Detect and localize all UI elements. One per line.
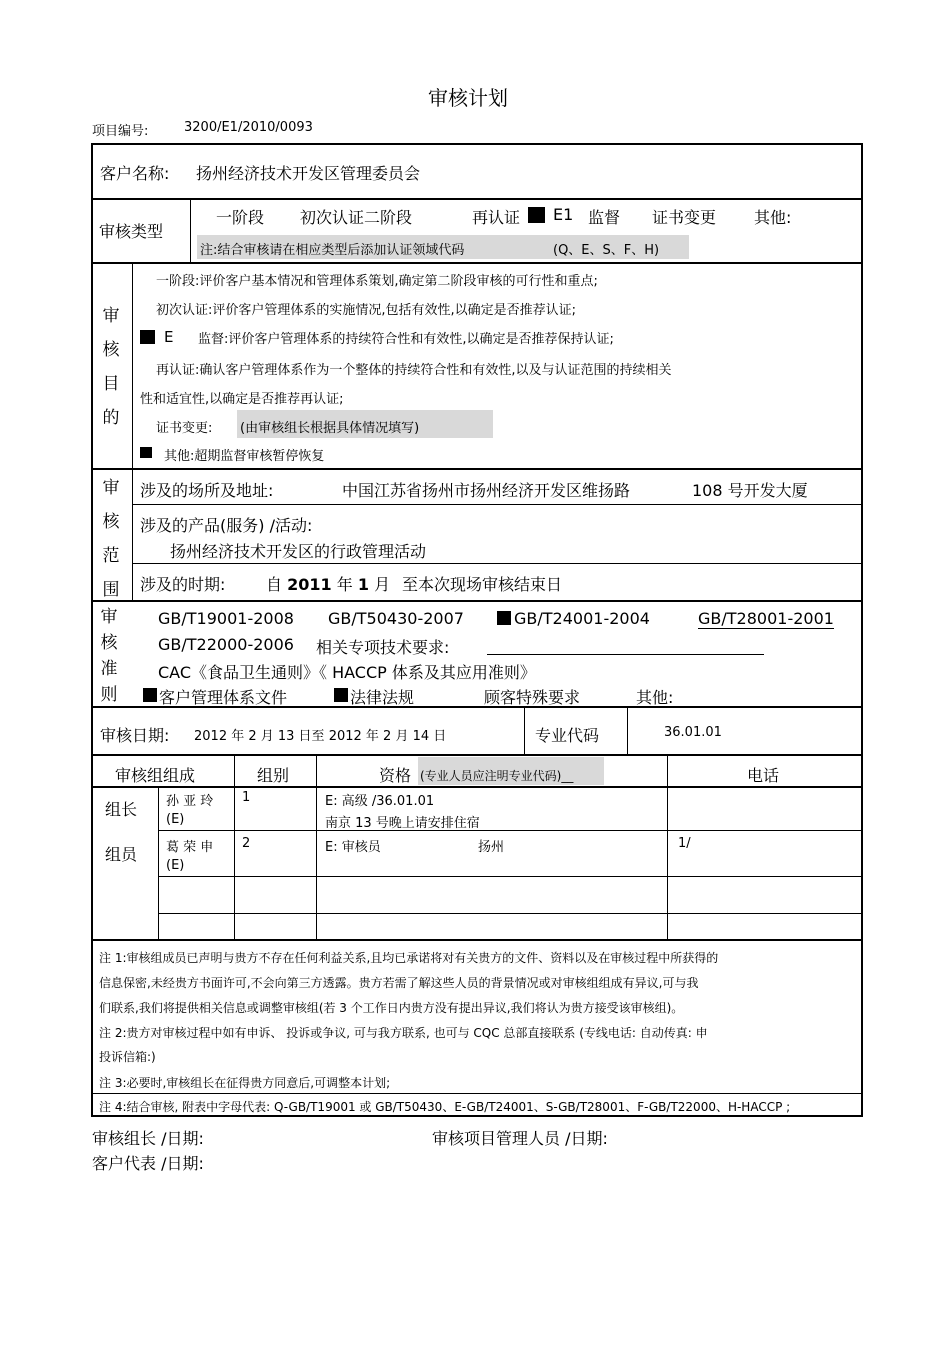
type-other: 其他: [754,208,792,227]
team-header-qual: 资格 [379,766,412,785]
scope-site-label: 涉及的场所及地址: [140,481,274,500]
type-recert: 再认证 [472,208,521,227]
note-2a: 注 2:贵方对审核过程中如有申诉、 投诉或争议, 可与我方联系, 也可与 CQC 总部直接联系 (专线电话: 自动传真: 申 [99,1026,708,1040]
note-2b: 投诉信箱:) [99,1050,156,1064]
team-row-qual: E: 高级 /36.01.01 [325,794,435,809]
criteria-std2: GB/T50430-2007 [328,609,464,628]
audit-type-note: 注:结合审核请在相应类型后添加认证领域代码 [200,243,465,258]
note-4: 注 4:结合审核, 附表中字母代表: Q-GB/T19001 或 GB/T50430、E-GB/T24001、S-GB/T28001、F-GB/T22000、H-HACCP ; [99,1100,791,1114]
criteria-std3: GB/T24001-2004 [514,609,650,628]
team-row-code: (E) [166,858,185,873]
purpose-recert-2: 性和适宜性,以确定是否推荐再认证; [140,392,344,407]
criteria-cac: CAC《食品卫生通则》《 HACCP 体系及其应用准则》 [158,663,536,682]
purpose-cert-change-value: (由审核组长根据具体情况填写) [240,421,420,436]
footer-manager-date: 审核项目管理人员 /日期: [432,1129,608,1148]
criteria-std5: GB/T22000-2006 [158,635,294,654]
team-header-group: 组别 [257,766,290,785]
audit-type-note-codes: (Q、E、S、F、H) [553,243,660,258]
related-underline [487,654,764,655]
team-row-group: 1 [242,790,251,805]
note-3: 注 3:必要时,审核组长在征得贵方同意后,可调整本计划; [99,1076,391,1090]
criteria-std4: GB/T28001-2001 [698,609,834,628]
checked-box-icon [528,207,545,223]
team-row-qual-note: 南京 13 号晚上请安排住宿 [325,816,480,831]
team-leader-label: 组长 [105,800,138,819]
page-title: 审核计划 [428,86,508,110]
dates-label: 审核日期: [100,726,170,745]
team-row-name: 葛 荣 申 [166,840,214,855]
team-header-composition: 审核组组成 [115,766,196,785]
team-row-name: 孙 亚 玲 [166,794,214,809]
type-surv-code: E1 [553,205,574,224]
spec-code-value: 36.01.01 [664,725,722,740]
scope-period-from: 自 2011 年 1 月 [266,575,391,594]
dates-value: 2012 年 2 月 13 日至 2012 年 2 月 14 日 [194,729,447,744]
criteria-std1: GB/T19001-2008 [158,609,294,628]
project-no: 3200/E1/2010/0093 [184,120,313,135]
type-initial: 初次认证二阶段 [300,208,413,227]
purpose-other: 其他:超期监督审核暂停恢复 [164,449,325,464]
team-row-qual: E: 审核员 [325,840,381,855]
project-no-label: 项目编号: [92,124,149,139]
scope-period-to: 至本次现场审核结束日 [402,575,563,594]
checked-box-icon [334,688,348,702]
team-header-qual-note: (专业人员应注明专业代码)__ [420,769,574,783]
note-1c: 们联系,我们将提供相关信息或调整审核组(若 3 个工作日内贵方没有提出异议,我们将认为贵方接受该审核组)。 [99,1001,684,1015]
criteria-related: 相关专项技术要求: [316,638,450,657]
team-row-group: 2 [242,836,251,851]
purpose-label: 审 核 目 的 [102,306,120,428]
team-member-label: 组员 [105,845,138,864]
purpose-cert-change-label: 证书变更: [156,421,213,436]
scope-product-value: 扬州经济技术开发区的行政管理活动 [170,542,427,561]
purpose-recert-1: 再认证:确认客户管理体系作为一个整体的持续符合性和有效性,以及与认证范围的持续相关 [156,363,672,378]
spec-code-label: 专业代码 [535,726,600,745]
type-surveillance: 监督 [588,208,621,227]
team-header-phone: 电话 [747,766,780,785]
team-row-code: (E) [166,812,185,827]
purpose-stage1: 一阶段:评价客户基本情况和管理体系策划,确定第二阶段审核的可行性和重点; [156,274,598,289]
checked-box-icon [497,611,511,625]
scope-product-label: 涉及的产品(服务) /活动: [140,516,313,535]
scope-site-no: 108 号开发大厦 [692,481,808,500]
checked-box-icon [143,688,157,702]
team-row-qual-note: 扬州 [478,840,505,855]
purpose-initial: 初次认证:评价客户管理体系的实施情况,包括有效性,以确定是否推荐认证; [156,303,577,318]
purpose-surveillance: 监督:评价客户管理体系的持续符合性和有效性,以确定是否推荐保持认证; [198,332,614,347]
form-frame [91,143,863,1117]
note-1a: 注 1:审核组成员已声明与贵方不存在任何利益关系,且均已承诺将对有关贵方的文件、资料以及在审核过程中所获得的 [99,951,719,965]
type-stage1: 一阶段 [216,208,265,227]
checked-box-icon [140,330,155,344]
team-row-phone: 1/ [678,836,691,851]
criteria-client-docs: 客户管理体系文件 [159,688,288,707]
criteria-customer-req: 顾客特殊要求 [484,688,581,707]
criteria-laws: 法律法规 [350,688,415,707]
criteria-label: 审 核 准 则 [100,607,118,705]
footer-leader-date: 审核组长 /日期: [92,1129,204,1148]
audit-type-label: 审核类型 [99,222,164,241]
client-label: 客户名称: [100,164,170,183]
scope-label: 审 核 范 围 [102,478,120,600]
scope-site-value: 中国江苏省扬州市扬州经济开发区维扬路 [342,481,631,500]
client-name: 扬州经济技术开发区管理委员会 [196,164,421,183]
type-cert-change: 证书变更 [652,208,717,227]
scope-period-label: 涉及的时期: [140,575,226,594]
purpose-surv-code: E [164,328,174,346]
footer-client-date: 客户代表 /日期: [92,1154,204,1173]
note-1b: 信息保密,未经贵方书面许可,不会向第三方透露。贵方若需了解这些人员的背景情况或对审核组组成有异议,可与我 [99,976,699,990]
checked-box-icon [140,447,152,458]
criteria-other: 其他: [636,688,674,707]
